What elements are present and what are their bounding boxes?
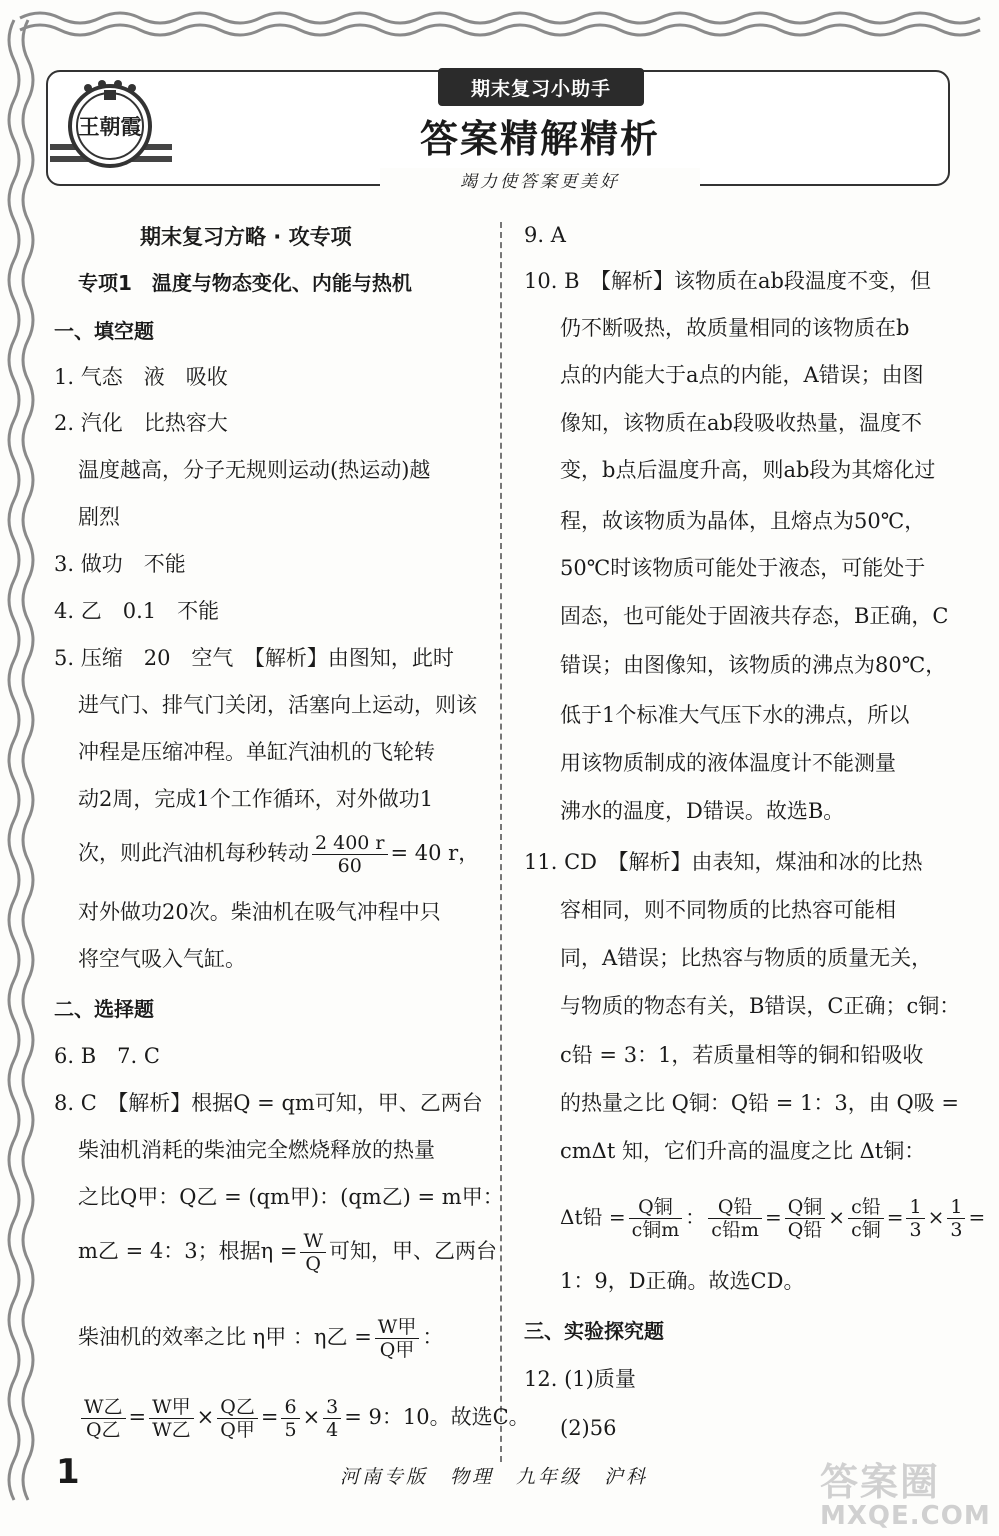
answer-3: 3. 做功 不能 xyxy=(54,552,186,576)
fraction-q-ratio xyxy=(217,1396,258,1441)
answer-9: 9. A xyxy=(524,223,566,247)
fraction-numerator: Q铜 xyxy=(785,1196,826,1219)
answer-8-line-2: 柴油机消耗的柴油完全燃烧释放的热量 xyxy=(78,1138,435,1162)
fraction-q-ratio xyxy=(785,1196,826,1241)
fraction-efficiency xyxy=(300,1230,326,1275)
fraction-rpm xyxy=(312,832,388,877)
answer-5-line-6: 对外做功20次。柴油机在吸气冲程中只 xyxy=(78,900,441,924)
topic-title: 专项1 温度与物态变化、内能与热机 xyxy=(78,271,412,295)
fraction-numerator: Q铜 xyxy=(629,1196,683,1219)
fraction-q-cm-lead xyxy=(708,1196,762,1241)
equals-sign: = xyxy=(260,1405,279,1429)
fraction-w-ratio xyxy=(149,1396,194,1441)
answer-11-line-3: 同，A错误；比热容与物质的质量无关， xyxy=(560,946,933,970)
answer-11-line-6: 的热量之比 Q铜：Q铅 = 1：3，由 Q吸 = xyxy=(560,1091,959,1115)
answer-8-text: ： xyxy=(422,1325,444,1349)
answer-10-line-10: 低于1个标准大气压下水的沸点，所以 xyxy=(560,703,910,727)
answer-5: 5. 压缩 20 空气 【解析】由图知，此时 xyxy=(54,646,454,670)
answer-10-line-4: 像知，该物质在ab段吸收热量，温度不 xyxy=(560,411,922,435)
heading-choice: 二、选择题 xyxy=(54,997,154,1021)
answer-10-line-5: 变，b点后温度升高，则ab段为其熔化过 xyxy=(560,458,936,482)
fraction-denominator: Q铅 xyxy=(787,1219,823,1241)
answer-11-line-9: 1：9，D正确。故选CD。 xyxy=(560,1269,805,1293)
answer-5-text: 次，则此汽油机每秒转动 xyxy=(78,841,309,865)
watermark xyxy=(820,1462,991,1530)
fraction-denominator: 3 xyxy=(909,1219,922,1241)
answer-8-line-6 xyxy=(78,1396,530,1441)
wavy-top-border xyxy=(0,0,999,50)
fraction-denominator: Q甲 xyxy=(220,1419,255,1441)
answer-5-line-3: 冲程是压缩冲程。单缸汽油机的飞轮转 xyxy=(78,740,435,764)
answer-11-line-2: 容相同，则不同物质的比热容可能相 xyxy=(560,898,896,922)
fraction-numerator: 1 xyxy=(906,1196,924,1219)
watermark-logo: 答案圈 xyxy=(820,1460,941,1504)
equals-sign: = xyxy=(886,1205,904,1229)
answer-5-line-7: 将空气吸入气缸。 xyxy=(78,947,246,971)
answer-10-line-6: 程，故该物质为晶体，且熔点为50℃， xyxy=(560,509,926,533)
fraction-numerator: 3 xyxy=(323,1396,341,1419)
answer-10-line-3: 点的内能大于a点的内能，A错误；由图 xyxy=(560,363,924,387)
page-number: 1 xyxy=(56,1452,80,1492)
wavy-left-border xyxy=(0,0,44,1536)
colon-sign: ： xyxy=(685,1205,706,1229)
logo-emblem xyxy=(50,74,172,178)
fraction-numerator: Q乙 xyxy=(217,1396,258,1419)
fraction-denominator: 3 xyxy=(950,1219,963,1241)
fraction-denominator: 4 xyxy=(326,1419,339,1441)
heading-fill-blank: 一、填空题 xyxy=(54,319,154,343)
answer-8-line-3: 之比Q甲：Q乙 = (qm甲)：(qm乙) = m甲： xyxy=(78,1185,504,1209)
column-divider xyxy=(500,222,502,1462)
fraction-one-third xyxy=(906,1196,924,1241)
answer-8-text: 可知，甲、乙两台 xyxy=(328,1239,497,1263)
answer-8-text: 柴油机的效率之比 η甲 ：η乙 = xyxy=(78,1325,372,1349)
answer-10-line-8: 固态，也可能处于固液共存态，B正确，C xyxy=(560,604,949,628)
fraction-denominator: Q甲 xyxy=(379,1339,415,1361)
section-title: 期末复习方略 · 攻专项 xyxy=(140,225,352,249)
answer-8-line-4 xyxy=(78,1230,497,1275)
answer-2-line-3: 剧烈 xyxy=(78,505,120,529)
answer-10-line-12: 沸水的温度，D错误。故选B。 xyxy=(560,799,845,823)
answer-1: 1. 气态 液 吸收 xyxy=(54,365,228,389)
fraction-denominator: 5 xyxy=(284,1419,297,1441)
answer-11-line-8 xyxy=(560,1196,985,1241)
answer-12-part-2: (2)56 xyxy=(560,1416,617,1440)
answer-10-line-2: 仍不断吸热，故质量相同的该物质在b xyxy=(560,316,910,340)
fraction-denominator: W乙 xyxy=(152,1419,191,1441)
answer-10-line-7: 50℃时该物质可能处于液态，可能处于 xyxy=(560,556,926,580)
times-sign: × xyxy=(828,1205,846,1229)
answer-8: 8. C 【解析】根据Q = qm可知，甲、乙两台 xyxy=(54,1091,483,1115)
answer-11-line-7: cmΔt 知，它们升高的温度之比 Δt铜： xyxy=(560,1139,926,1163)
answer-8-text: m乙 = 4：3；根据η = xyxy=(78,1239,298,1263)
answer-8-line-5 xyxy=(78,1316,443,1361)
fraction-w-q-yi xyxy=(81,1396,126,1441)
answer-11-text: Δt铅 = xyxy=(560,1205,626,1229)
answer-11: 11. CD 【解析】由表知，煤油和冰的比热 xyxy=(524,850,923,874)
equals-sign: = xyxy=(764,1205,782,1229)
watermark-url: MXQE.COM xyxy=(820,1501,991,1531)
answer-2: 2. 汽化 比热容大 xyxy=(54,411,228,435)
fraction-numerator: c铅 xyxy=(848,1196,884,1219)
answer-10-line-9: 错误；由图像知，该物质的沸点为80℃， xyxy=(560,653,947,677)
fraction-numerator: 6 xyxy=(281,1396,299,1419)
answer-8-result: = 9：10。故选C。 xyxy=(344,1405,530,1429)
fraction-numerator: 1 xyxy=(947,1196,965,1219)
answer-11-line-5: c铅 = 3：1，若质量相等的铜和铅吸收 xyxy=(560,1043,924,1067)
answer-10-line-11: 用该物质制成的液体温度计不能测量 xyxy=(560,751,896,775)
answer-6-7: 6. B 7. C xyxy=(54,1044,160,1068)
fraction-numerator: W甲 xyxy=(375,1316,420,1339)
times-sign: × xyxy=(196,1405,215,1429)
fraction-numerator: 2 400 r xyxy=(312,832,388,855)
answer-5-line-2: 进气门、排气门关闭，活塞向上运动，则该 xyxy=(78,693,477,717)
answer-5-line-4: 动2周，完成1个工作循环，对外做功1 xyxy=(78,787,434,811)
fraction-numerator: W甲 xyxy=(149,1396,194,1419)
fraction-denominator: c铜 xyxy=(851,1219,881,1241)
times-sign: × xyxy=(302,1405,321,1429)
answer-2-line-2: 温度越高，分子无规则运动(热运动)越 xyxy=(78,458,431,482)
helper-tag: 期末复习小助手 xyxy=(438,68,644,106)
answer-12: 12. (1)质量 xyxy=(524,1367,636,1391)
footer-info: 河南专版 物理 九年级 沪科 xyxy=(340,1466,649,1488)
fraction-numerator: W乙 xyxy=(81,1396,126,1419)
fraction-denominator: c铅m xyxy=(711,1219,759,1241)
fraction-denominator: Q乙 xyxy=(85,1419,121,1441)
fraction-numerator: Q铅 xyxy=(708,1196,762,1219)
page-subtitle: 竭力使答案更美好 xyxy=(380,168,700,196)
fraction-c-ratio xyxy=(848,1196,884,1241)
fraction-three-quarters xyxy=(323,1396,341,1441)
fraction-w-q-jia xyxy=(375,1316,420,1361)
equals-sign: = xyxy=(128,1405,147,1429)
answer-5-result: = 40 r， xyxy=(390,841,480,865)
fraction-numerator: W xyxy=(300,1230,326,1253)
fraction-denominator: c铜m xyxy=(631,1219,680,1241)
times-sign: × xyxy=(927,1205,945,1229)
answer-10: 10. B 【解析】该物质在ab段温度不变，但 xyxy=(524,269,931,293)
fraction-denominator: Q xyxy=(305,1253,321,1275)
fraction-one-third xyxy=(947,1196,965,1241)
logo-text: 王朝霞 xyxy=(78,114,142,139)
fraction-q-cm-copper xyxy=(629,1196,683,1241)
heading-experiment: 三、实验探究题 xyxy=(524,1319,664,1343)
answer-11-line-4: 与物质的物态有关，B错误，C正确；c铜： xyxy=(560,994,961,1018)
equals-sign: = xyxy=(968,1205,986,1229)
page-title: 答案精解精析 xyxy=(419,117,660,161)
answer-4: 4. 乙 0.1 不能 xyxy=(54,599,220,623)
answer-5-line-5 xyxy=(78,832,479,877)
fraction-six-fifths xyxy=(281,1396,299,1441)
fraction-denominator: 60 xyxy=(337,855,362,877)
